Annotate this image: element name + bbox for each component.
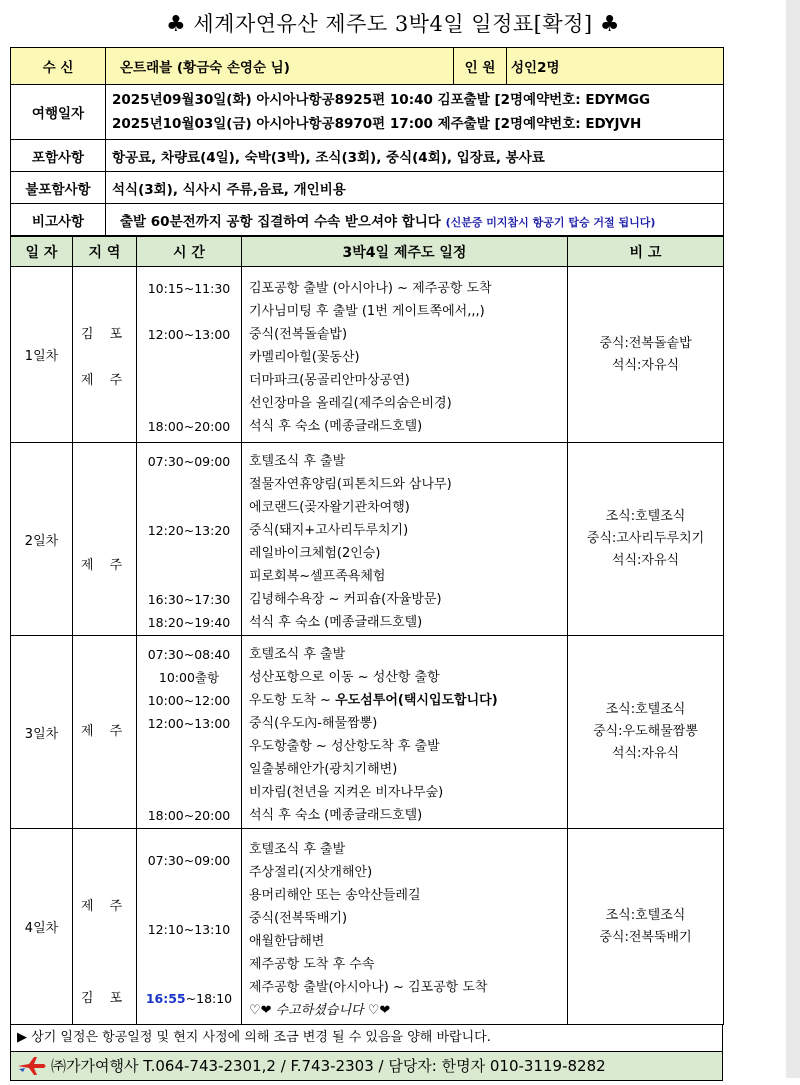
schedule-item — [243, 689, 566, 712]
club-icon: ♣ — [599, 12, 621, 37]
schedule-item: 석식 후 숙소 (메종글래드호텔) — [249, 808, 423, 823]
memo-text: 중식:전복돌솥밥 — [599, 335, 692, 351]
time-text — [138, 542, 240, 565]
region-cell — [73, 829, 137, 1025]
schedule-item: 비자림(천년을 지켜온 비자나무숲) — [249, 785, 444, 800]
memo-text: 조식:호텔조식 — [605, 702, 686, 717]
people-label: 인 원 — [454, 48, 507, 85]
region-text — [74, 918, 135, 941]
day-row-3 — [11, 636, 724, 829]
schedule-item: 절물자연휴양림(피톤치드와 삼나무) — [249, 477, 452, 492]
region-cell — [73, 443, 137, 636]
include-label: 포함사항 — [11, 140, 106, 172]
time-text: 10:15~11:30 — [147, 281, 231, 296]
header-memo: 비 고 — [568, 237, 724, 267]
region-text: 김 포 — [80, 991, 129, 1006]
schedule-item: 선인장마을 올레길(제주의숨은비경) — [249, 396, 452, 411]
remarks-text: 출발 60분전까지 공항 집결하여 수속 받으셔야 합니다 — [120, 213, 441, 230]
memo-text: 중식:전복뚝배기 — [599, 929, 692, 945]
schedule-item: 김포공항 출발 (아시아나) ~ 제주공항 도착 — [249, 281, 492, 296]
schedule-item: 호텔조식 후 출발 — [249, 647, 346, 662]
time-text — [138, 735, 240, 758]
schedule-item: 기사님미팅 후 출발 (1번 게이트쪽에서,,,) — [249, 304, 485, 319]
time-text — [138, 473, 240, 496]
time-text — [138, 781, 240, 804]
memo-cell — [568, 267, 724, 443]
arrival-time: ~18:10 — [185, 991, 233, 1006]
exclude-value: 석식(3회), 식사시 주류,음료, 개인비용 — [106, 172, 724, 204]
time-text — [138, 346, 240, 369]
remarks-note: (신분증 미지참시 항공기 탑승 거절 됩니다) — [445, 215, 656, 229]
scrollbar[interactable] — [786, 0, 800, 1078]
time-cell — [137, 636, 242, 829]
time-text — [138, 565, 240, 588]
region-cell — [73, 636, 137, 829]
day-label: 3일차 — [11, 636, 73, 829]
outbound-flight: 2025년09월30일(화) 아시아나항공8925편 10:40 김포출발 [2명예약번호: EDYMGG — [112, 92, 651, 108]
time-text — [138, 758, 240, 781]
departure-time-highlight: 16:55 — [145, 991, 186, 1006]
memo-text: 중식:우도해물짬뽕 — [593, 724, 698, 739]
header-region: 지 역 — [73, 237, 137, 267]
time-text: 16:30~17:30 — [147, 592, 231, 607]
schedule-item: 제주공항 도착 후 수속 — [249, 956, 375, 972]
info-table — [10, 47, 724, 236]
header-day: 일 자 — [11, 237, 73, 267]
schedule-item: 성산포항으로 이동 ~ 성산항 출항 — [249, 670, 440, 685]
memo-text: 석식:자유식 — [611, 357, 680, 373]
people-value: 성인2명 — [507, 48, 724, 85]
schedule-header-row — [11, 237, 724, 267]
region-text — [74, 346, 135, 369]
day-label: 2일차 — [11, 443, 73, 636]
exclude-label: 불포함사항 — [11, 172, 106, 204]
schedule-item: 석식 후 숙소 (메종글래드호텔) — [249, 615, 423, 630]
schedule-item: 호텔조식 후 출발 — [249, 841, 346, 857]
time-text: 12:20~13:20 — [147, 523, 231, 538]
include-value: 항공료, 차량료(4일), 숙박(3박), 조식(3회), 중식(4회), 입장료, 봉사료 — [106, 140, 724, 172]
schedule-item: 일출봉해안가(광치기해변) — [249, 762, 398, 777]
schedule-item: 애월한담해변 — [249, 933, 325, 949]
region-cell — [73, 267, 137, 443]
time-text — [138, 392, 240, 415]
time-text: 07:30~08:40 — [147, 647, 231, 662]
time-text — [138, 941, 240, 964]
footer-contact: ㈜가가여행사 T.064-743-2301,2 / F.743-2303 / 담당자: 한명자 010-3119-8282 — [51, 1057, 606, 1075]
schedule-item: 용머리해안 또는 송악산들레길 — [249, 887, 421, 903]
header-schedule: 3박4일 제주도 일정 — [242, 237, 568, 267]
footer-note: ▶ 상기 일정은 항공일정 및 현지 사정에 의해 조금 변경 될 수 있음을 양해 바랍니다. — [10, 1025, 723, 1052]
schedule-item: 김녕해수욕장 ~ 커피숍(자율방문) — [249, 592, 442, 607]
time-cell — [137, 443, 242, 636]
closing-message: ♡❤ 수고하셨습니다 ♡❤ — [249, 1002, 391, 1018]
travel-label: 여행일자 — [11, 85, 106, 140]
region-text — [74, 508, 135, 531]
time-text — [138, 300, 240, 323]
region-text: 제 주 — [80, 724, 129, 739]
day-row-2 — [11, 443, 724, 636]
time-text — [138, 964, 240, 987]
schedule-item: 중식(전복뚝배기) — [249, 910, 348, 926]
return-flight: 2025년10월03일(금) 아시아나항공8970편 17:00 제주출발 [2명예약번호: EDYJVH — [112, 116, 642, 132]
time-cell — [137, 829, 242, 1025]
page-title — [0, 8, 786, 38]
schedule-item: 에코랜드(곶자왈기관차여행) — [249, 500, 410, 515]
memo-text: 조식:호텔조식 — [605, 907, 686, 923]
time-text — [138, 895, 240, 918]
club-icon: ♣ — [165, 12, 187, 37]
day-label: 4일차 — [11, 829, 73, 1025]
schedule-cell — [242, 267, 568, 443]
memo-text: 석식:자유식 — [611, 553, 680, 568]
region-text — [74, 531, 135, 554]
region-text: 제 주 — [80, 899, 129, 914]
memo-text: 중식:고사리두루치기 — [586, 531, 705, 546]
schedule-item: 카멜리아힐(꽃동산) — [249, 350, 360, 365]
time-text — [138, 369, 240, 392]
region-text — [74, 941, 135, 964]
time-text: 07:30~09:00 — [147, 853, 231, 868]
day-row-4 — [11, 829, 724, 1025]
time-text: 18:00~20:00 — [147, 419, 231, 434]
recipient-value: 온트래블 (황금숙 손영순 님) — [106, 48, 454, 85]
itinerary-sheet — [10, 47, 723, 1081]
schedule-item: 호텔조식 후 출발 — [249, 454, 346, 469]
footer-contact-bar — [10, 1052, 723, 1081]
remarks-label: 비고사항 — [11, 204, 106, 236]
schedule-item: 중식(전복돌솥밥) — [249, 327, 348, 342]
schedule-item: 피로회복~셀프족욕체험 — [249, 569, 386, 584]
title-text: 세계자연유산 제주도 3박4일 일정표[확정] — [193, 12, 593, 36]
day-label: 1일차 — [11, 267, 73, 443]
schedule-item-text: 우도항 도착 ~ — [249, 693, 336, 708]
schedule-item-highlight: 우도섬투어(택시입도합니다) — [335, 693, 498, 708]
schedule-cell — [242, 829, 568, 1025]
schedule-item: 중식(돼지+고사리두루치기) — [249, 523, 409, 538]
airplane-icon — [17, 1056, 47, 1076]
schedule-table — [10, 236, 724, 1025]
schedule-cell — [242, 443, 568, 636]
schedule-item: 제주공항 출발(아시아나) ~ 김포공항 도착 — [249, 979, 488, 995]
time-text: 10:00~12:00 — [147, 693, 231, 708]
region-text — [74, 849, 135, 872]
memo-cell — [568, 636, 724, 829]
region-text — [74, 872, 135, 895]
time-text: 12:00~13:00 — [147, 327, 231, 342]
region-text — [74, 964, 135, 987]
header-time: 시 간 — [137, 237, 242, 267]
schedule-cell — [242, 636, 568, 829]
time-text: 18:20~19:40 — [147, 615, 231, 630]
day-row-1 — [11, 267, 724, 443]
memo-cell — [568, 829, 724, 1025]
time-text: 12:10~13:10 — [147, 922, 231, 937]
schedule-item: 레일바이크체험(2인승) — [249, 546, 381, 561]
memo-text: 석식:자유식 — [611, 746, 680, 761]
time-text: 10:00출항 — [158, 670, 220, 685]
schedule-item: 우도항출항 ~ 성산항도착 후 출발 — [249, 739, 440, 754]
remarks-value — [106, 204, 724, 236]
time-cell — [137, 267, 242, 443]
time-text: 12:00~13:00 — [147, 716, 231, 731]
time-text: 07:30~09:00 — [147, 454, 231, 469]
schedule-item: 더마파크(몽골리안마상공연) — [249, 373, 410, 388]
travel-dates — [106, 85, 724, 140]
recipient-label: 수 신 — [11, 48, 106, 85]
schedule-item: 석식 후 숙소 (메종글래드호텔) — [249, 419, 423, 434]
time-text — [138, 872, 240, 895]
region-text: 제 주 — [80, 557, 129, 573]
memo-text: 조식:호텔조식 — [605, 509, 686, 524]
time-text: 18:00~20:00 — [147, 808, 231, 823]
region-text: 김 포 — [80, 327, 129, 342]
time-text — [138, 496, 240, 519]
region-text: 제 주 — [80, 373, 129, 388]
schedule-item: 중식(우도內-해물짬뽕) — [249, 716, 378, 731]
memo-cell — [568, 443, 724, 636]
time-text — [138, 987, 240, 1010]
schedule-item: 주상절리(지삿개해안) — [249, 864, 373, 880]
